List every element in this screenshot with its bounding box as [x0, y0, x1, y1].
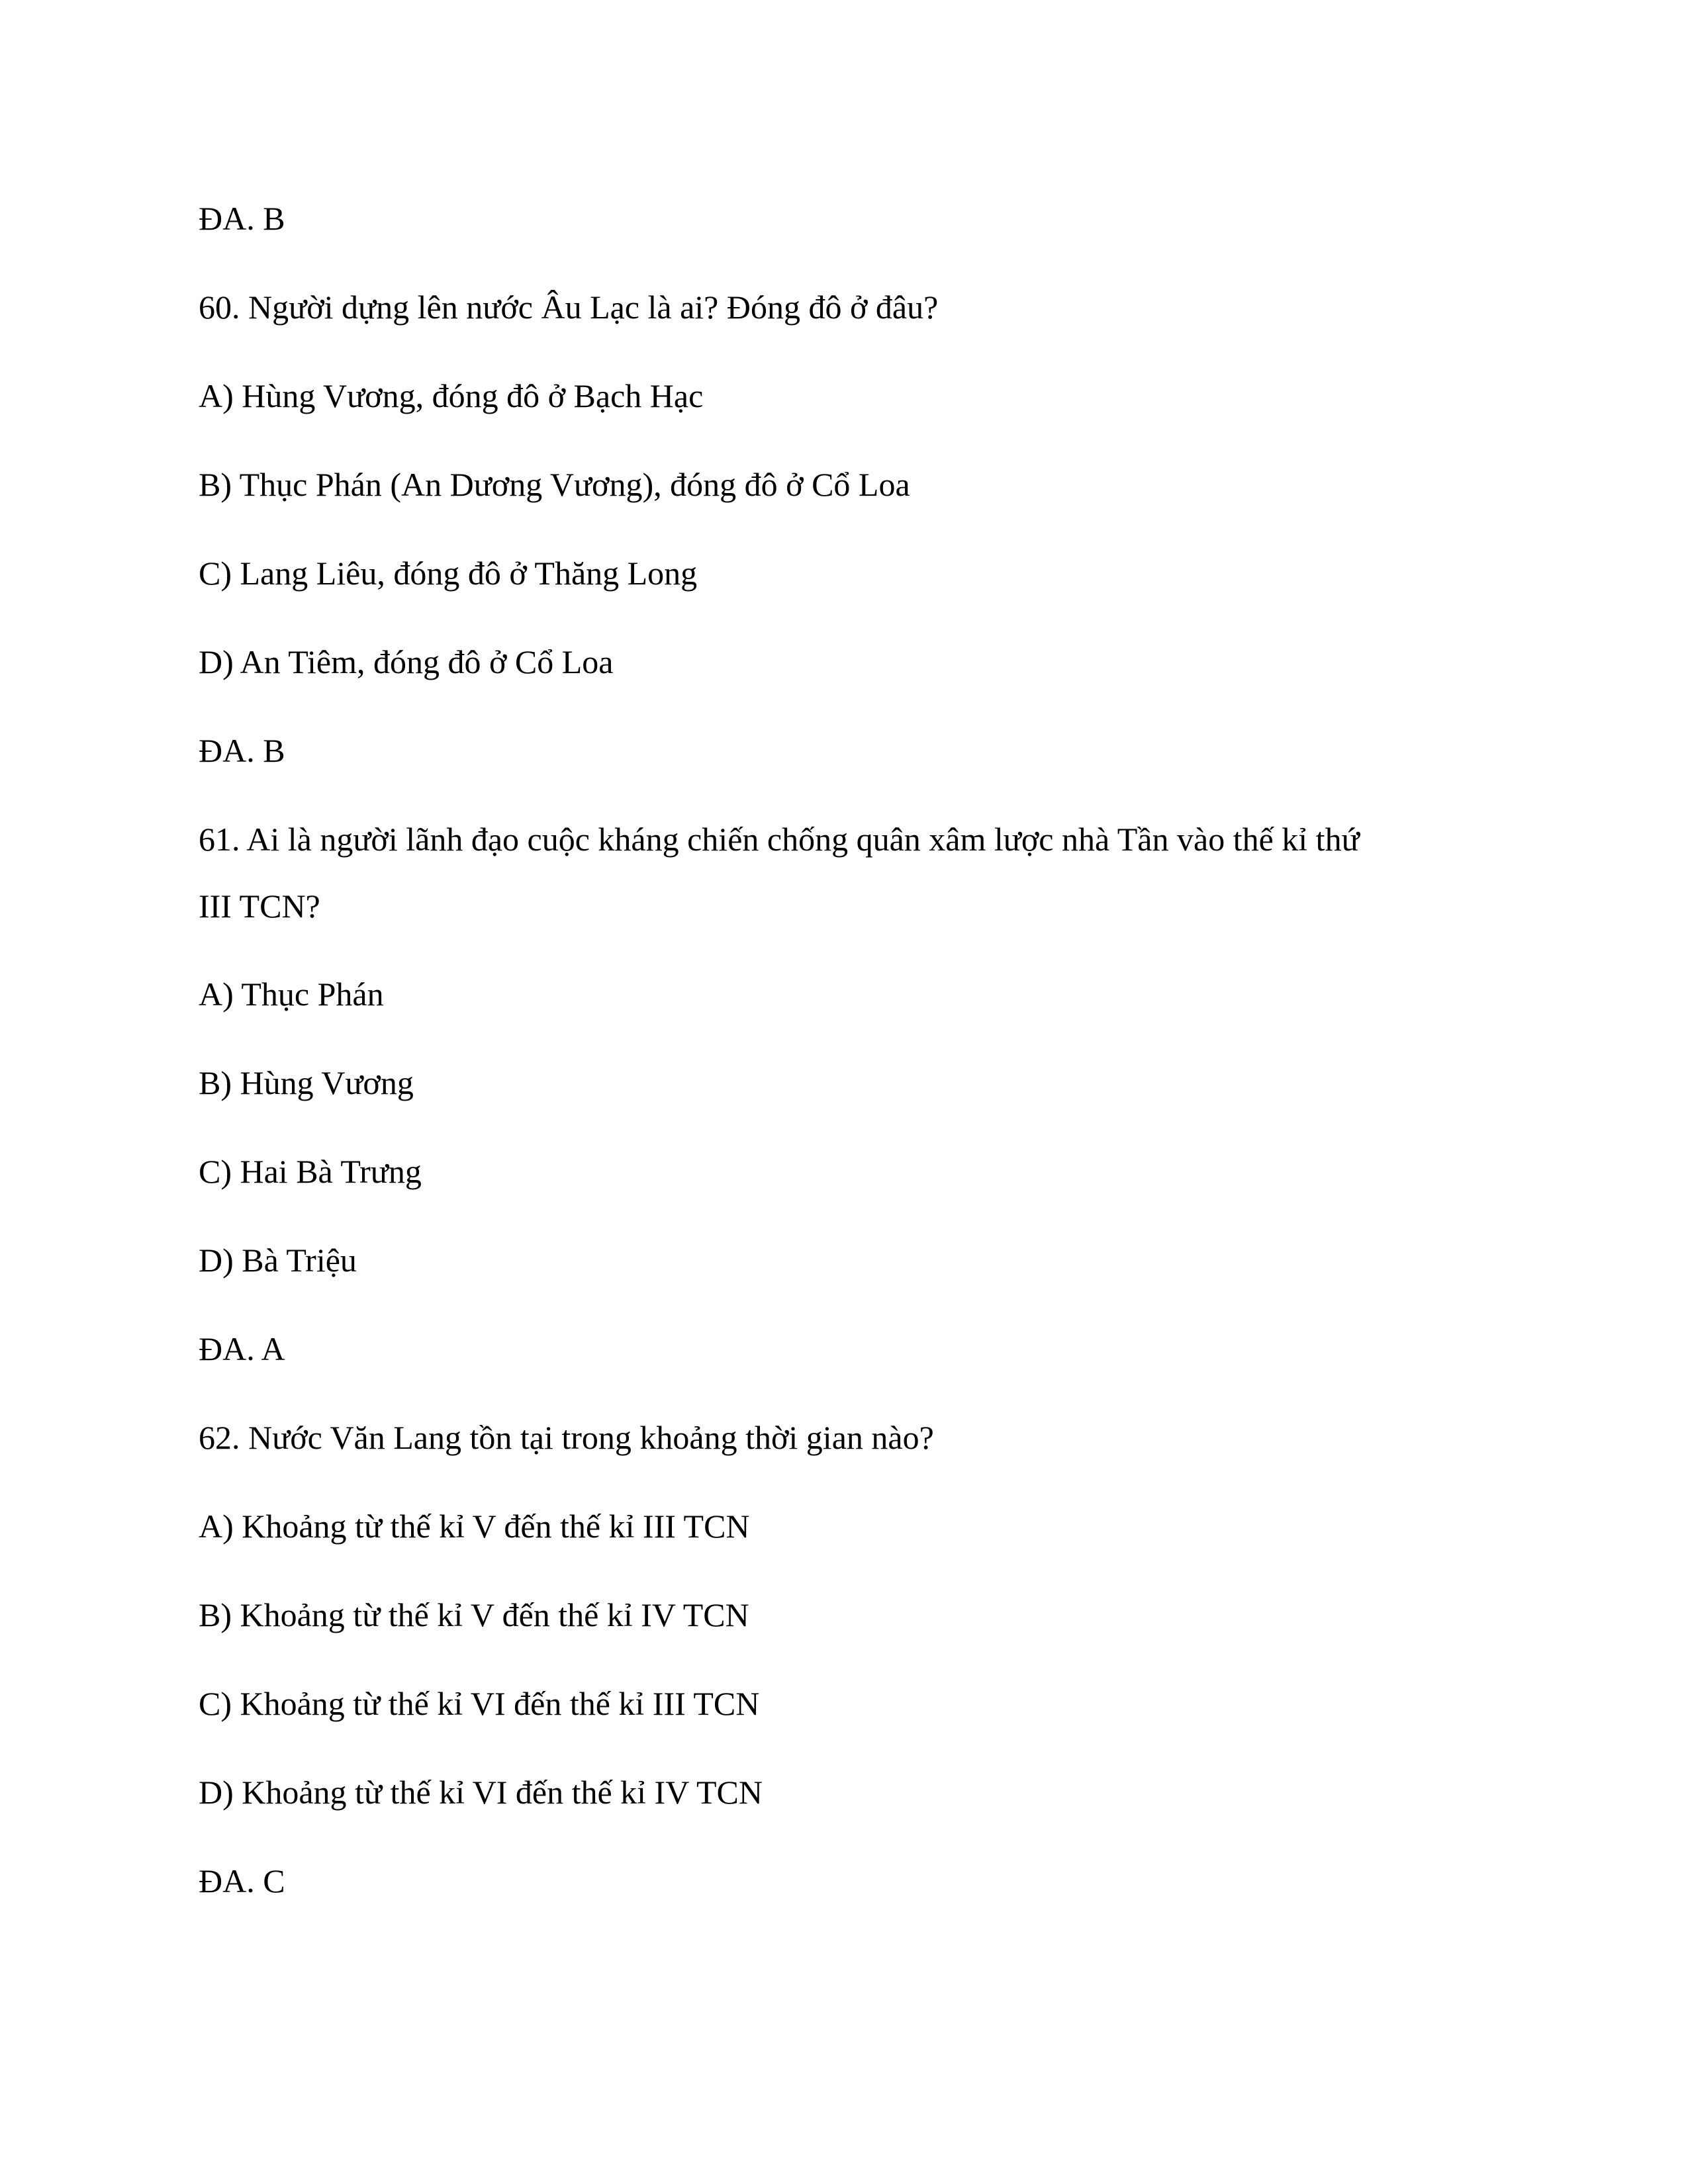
answer-line: ĐA. B: [199, 732, 285, 769]
option-text: B) Hùng Vương: [199, 1064, 414, 1101]
question-text: 60. Người dựng lên nước Âu Lạc là ai? Đóng đô ở đâu?: [199, 289, 939, 326]
option-text: D) Bà Triệu: [199, 1242, 357, 1279]
question-text-continued: III TCN?: [199, 887, 320, 925]
option-text: C) Khoảng từ thế kỉ VI đến thế kỉ III TCN: [199, 1685, 760, 1722]
answer-line: ĐA. B: [199, 200, 285, 237]
option-text: A) Hùng Vương, đóng đô ở Bạch Hạc: [199, 377, 704, 414]
question-text: 62. Nước Văn Lang tồn tại trong khoảng thời gian nào?: [199, 1419, 934, 1456]
option-text: C) Lang Liêu, đóng đô ở Thăng Long: [199, 555, 698, 592]
option-text: A) Khoảng từ thế kỉ V đến thế kỉ III TCN: [199, 1508, 750, 1545]
option-text: B) Khoảng từ thế kỉ V đến thế kỉ IV TCN: [199, 1596, 749, 1633]
question-text: 61. Ai là người lãnh đạo cuộc kháng chiến chống quân xâm lược nhà Tần vào thế kỉ thứ: [199, 821, 1360, 858]
option-text: C) Hai Bà Trưng: [199, 1153, 422, 1190]
option-text: B) Thục Phán (An Dương Vương), đóng đô ở Cổ Loa: [199, 466, 910, 503]
option-text: A) Thục Phán: [199, 976, 384, 1013]
answer-line: ĐA. C: [199, 1862, 285, 1899]
option-text: D) Khoảng từ thế kỉ VI đến thế kỉ IV TCN: [199, 1774, 763, 1811]
option-text: D) An Tiêm, đóng đô ở Cổ Loa: [199, 643, 614, 680]
answer-line: ĐA. A: [199, 1330, 285, 1367]
